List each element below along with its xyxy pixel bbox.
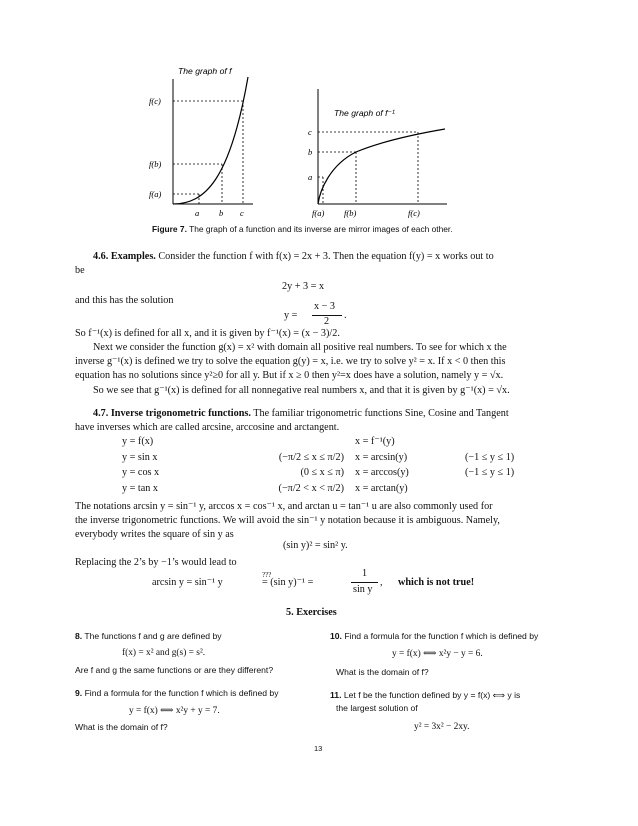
exercise-8-line2: Are f and g the same functions or are they different? [75, 665, 274, 675]
s46-eq2-end: . [344, 310, 347, 321]
s47-l1-text: The familiar trigonometric functions Sine, Cosine and Tangent [253, 408, 509, 419]
s47-eq4-mid: = (sin y)⁻¹ = [262, 577, 314, 588]
exercise-8-eq: f(x) = x² and g(s) = s². [122, 648, 206, 658]
table-cell: y = cos x [122, 467, 160, 479]
graph-f-title: The graph of f [178, 66, 232, 76]
s47-heading: 4.7. Inverse trigonometric functions. [93, 408, 251, 419]
s47-line5: everybody writes the square of sin y as [75, 529, 234, 540]
exercise-10-line2: What is the domain of f? [336, 667, 429, 677]
graph-finv-xlabel-fb: f(b) [344, 208, 357, 218]
s47-line4: the inverse trigonometric functions. We will avoid the sin⁻¹ y notation because it is ambiguous. Namely, [75, 515, 500, 526]
graph-finv-xlabel-fa: f(a) [312, 208, 325, 218]
table-row [122, 450, 545, 466]
s47-eq4-end: , [380, 577, 383, 588]
graph-finv-title: The graph of f⁻¹ [334, 108, 395, 118]
figure-caption [152, 224, 453, 234]
table-cell: x = arcsin(y) [355, 451, 408, 463]
table-cell [210, 434, 355, 450]
exercise-10-eq: y = f(x) ⟺ x²y − y = 6. [392, 649, 483, 659]
graph-f-xlabel-b: b [219, 208, 224, 218]
table-cell [465, 434, 545, 450]
graph-f-curve [173, 77, 248, 204]
s47-eq4-q: ??? [262, 571, 272, 579]
graph-f-ylabel-fb: f(b) [149, 159, 162, 169]
graph-of-f-inverse [308, 89, 447, 218]
s46-eq2-num: x − 3 [314, 301, 336, 312]
s47-line1 [93, 407, 509, 421]
s47-eq4-den: sin y [353, 584, 373, 595]
s47-line2: have inverses which are called arcsine, arccosine and arctangent. [75, 422, 340, 433]
graph-finv-curve [318, 129, 445, 204]
exercise-11-text: Let f be the function defined by y = f(x) ⟺ y is [343, 690, 521, 700]
table-row [122, 465, 545, 481]
s46-l1-text: Consider the function f with f(x) = 2x + 3. Then the equation f(y) = x works out to [158, 251, 494, 262]
exercise-9-number: 9. [75, 688, 83, 698]
table-cell: (−1 ≤ y ≤ 1) [465, 451, 515, 463]
exercises-heading: 5. Exercises [286, 607, 337, 618]
s46-line5: Next we consider the function g(x) = x² with domain all positive real numbers. To see for which x the [93, 342, 507, 353]
s46-line2: be [75, 265, 85, 276]
s46-line7: equation has no solutions since y²≥0 for all y. But if x ≥ 0 then y²=x does have a solution, namely y = √x. [75, 370, 504, 381]
s46-line3: and this has the solution [75, 295, 174, 306]
figure-caption-text: The graph of a function and its inverse are mirror images of each other. [189, 224, 453, 234]
table-cell: (0 ≤ x ≤ π) [300, 467, 344, 479]
graph-finv-ylabel-a: a [308, 172, 313, 182]
graph-finv-ylabel-b: b [308, 147, 313, 157]
table-cell [465, 481, 545, 497]
graph-finv-ylabel-c: c [308, 127, 312, 137]
page-number: 13 [314, 744, 323, 753]
graph-f-ylabel-fc: f(c) [149, 96, 161, 106]
table-cell: x = arccos(y) [355, 467, 409, 479]
exercise-8-line1 [75, 631, 222, 641]
s46-heading: 4.6. Examples. [93, 251, 156, 262]
table-cell: y = sin x [122, 451, 158, 463]
s47-eq4 [152, 566, 482, 602]
exercise-11-number: 11. [330, 690, 342, 700]
table-row [122, 481, 545, 497]
exercise-9-text: Find a formula for the function f which is defined by [84, 688, 279, 698]
s47-eq4-note: which is not true! [398, 577, 475, 588]
s47-eq3: (sin y)² = sin² y. [283, 540, 348, 551]
exercise-11-eq: y² = 3x² − 2xy. [414, 722, 470, 732]
exercise-10-number: 10. [330, 631, 342, 641]
table-cell: (−1 ≤ y ≤ 1) [465, 467, 515, 479]
table-cell: (−π/2 < x < π/2) [278, 482, 344, 494]
s47-line6: Replacing the 2’s by −1’s would lead to [75, 557, 237, 568]
exercise-8-text: The functions f and g are defined by [84, 631, 222, 641]
s47-eq4-num: 1 [362, 568, 368, 579]
exercise-9-line2: What is the domain of f? [75, 722, 168, 732]
table-cell: x = arctan(y) [355, 482, 408, 494]
figure-caption-label: Figure 7. [152, 224, 187, 234]
table-cell: x = f⁻¹(y) [355, 436, 395, 448]
exercise-9-line1 [75, 688, 279, 698]
s47-eq4-lhs: arcsin y = sin⁻¹ y [152, 577, 223, 588]
table-cell: (−π/2 ≤ x ≤ π/2) [278, 451, 344, 463]
graph-f-ylabel-fa: f(a) [149, 189, 162, 199]
trig-inverse-table [122, 434, 545, 496]
graph-of-f [149, 66, 253, 218]
graph-f-xlabel-c: c [240, 208, 244, 218]
s47-line3: The notations arcsin y = sin⁻¹ y, arccos x = cos⁻¹ x, and arctan u = tan⁻¹ u are also commonly used for [75, 501, 493, 512]
s46-eq1: 2y + 3 = x [282, 281, 325, 292]
table-cell: y = tan x [122, 482, 159, 494]
exercise-10-text: Find a formula for the function f which is defined by [344, 631, 539, 641]
exercise-10-line1 [330, 631, 538, 641]
exercise-9-eq: y = f(x) ⟺ x²y + y = 7. [129, 706, 220, 716]
figure-7-graphs [0, 0, 638, 222]
exercise-11-line2: the largest solution of [336, 703, 418, 713]
table-cell: y = f(x) [122, 436, 154, 448]
s46-line8: So we see that g⁻¹(x) is defined for all nonnegative real numbers x, and that it is given by g⁻¹(x) = √x. [93, 385, 510, 396]
s46-line4: So f⁻¹(x) is defined for all x, and it is given by f⁻¹(x) = (x − 3)/2. [75, 328, 340, 339]
s46-eq2-den: 2 [324, 316, 330, 327]
s46-line6: inverse g⁻¹(x) is defined we try to solve the equation g(y) = x, i.e. we try to solve y² = x. If x < 0 then this [75, 356, 506, 367]
table-row [122, 434, 545, 450]
graph-f-xlabel-a: a [195, 208, 200, 218]
s46-eq2-lhs: y = [284, 310, 298, 321]
graph-finv-xlabel-fc: f(c) [408, 208, 420, 218]
exercise-11-line1 [330, 690, 520, 701]
s46-line1 [93, 250, 494, 264]
exercise-8-number: 8. [75, 631, 83, 641]
